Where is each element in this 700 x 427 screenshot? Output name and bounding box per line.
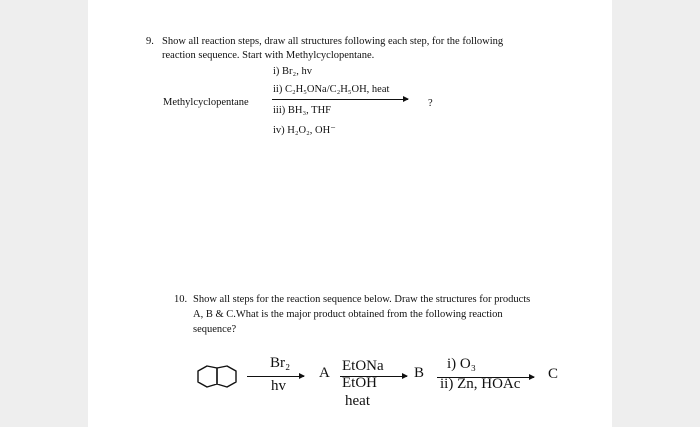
q10-reagent3-top: i) O₃ <box>447 356 476 372</box>
q10-reagent3-bottom: ii) Zn, HOAc <box>440 376 521 392</box>
q9-text-line2: reaction sequence. Start with Methylcyclopentane. <box>162 50 375 61</box>
q10-reagent2-mid: EtOH <box>342 375 377 391</box>
q10-product-a: A <box>319 365 330 381</box>
q9-step3: iii) BH₃, THF <box>273 105 332 116</box>
q9-step4: iv) H₂O₂, OH⁻ <box>273 125 336 136</box>
q10-text-line3: sequence? <box>193 324 237 335</box>
bicyclooctane-structure-icon <box>194 365 240 389</box>
q9-product: ? <box>428 98 433 109</box>
q9-step2: ii) C₂H₅ONa/C₂H₅OH, heat <box>273 84 390 95</box>
q10-reagent1-bottom: hv <box>271 378 286 394</box>
q10-text-line2: A, B & C.What is the major product obtained from the following reaction <box>193 309 503 320</box>
q9-number: 9. <box>146 36 154 47</box>
q9-text-line1: Show all reaction steps, draw all structures following each step, for the following <box>162 36 504 47</box>
q10-reagent1-top: Br₂ <box>270 355 291 371</box>
q10-product-c: C <box>548 366 559 382</box>
q10-number: 10. <box>174 294 188 305</box>
q10-reagent2-top: EtONa <box>342 358 384 374</box>
q9-step1: i) Br₂, hv <box>273 66 312 77</box>
q9-reactant: Methylcyclopentane <box>163 97 249 108</box>
q9-reaction-arrow <box>272 99 408 100</box>
q10-arrow-1 <box>247 376 304 377</box>
q10-product-b: B <box>414 365 425 381</box>
q10-reagent2-bottom: heat <box>345 393 370 409</box>
q10-text-line1: Show all steps for the reaction sequence below. Draw the structures for products <box>193 294 531 305</box>
